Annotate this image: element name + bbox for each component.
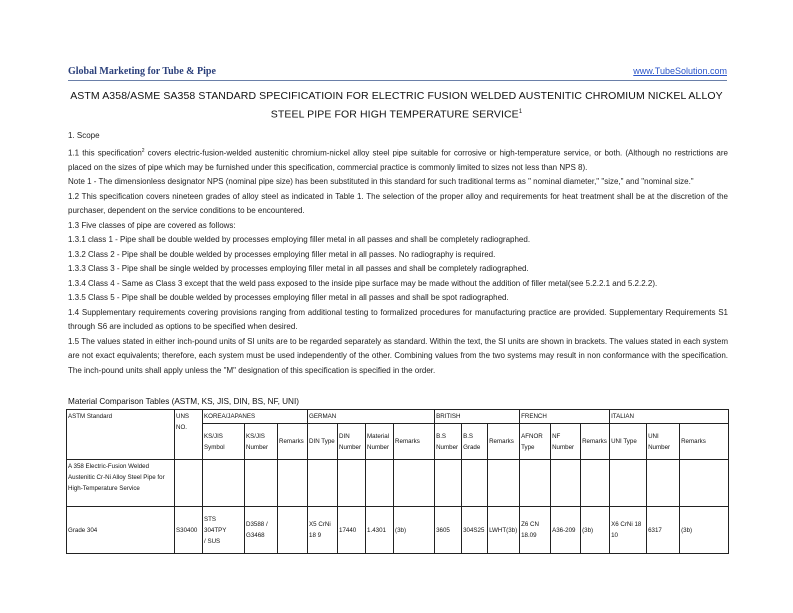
material-number-cell: 1.4301 [366,507,394,554]
uni-number-header: UNI Number [647,424,680,460]
british-remarks-cell: LWHT(3b) [488,507,520,554]
title-footnote-mark: 1 [518,109,523,115]
korea-remarks-header: Remarks [278,424,308,460]
table-row [67,507,729,554]
ks-jis-symbol-header: KS/JIS Symbol [203,424,245,460]
page-header [68,66,727,81]
afnor-type-header: AFNOR Type [520,424,551,460]
table-caption: Material Comparison Tables (ASTM, KS, JIS, DIN, BS, NF, UNI) [68,397,299,406]
afnor-type-cell: Z6 CN 18.09 [520,507,551,554]
italian-header: ITALIAN [610,410,729,424]
nf-number-cell: A36-209 [551,507,581,554]
title-line-2: STEEL PIPE FOR HIGH TEMPERATURE SERVICE$^1$ [270,108,523,121]
uni-type-cell: X6 CrNi 18 10 [610,507,647,554]
bs-number-header: B.S Number [435,424,462,460]
italian-remarks-cell: (3b) [680,507,729,554]
paragraph-1-3-1: 1.3.1 class 1 - Pipe shall be double welded by processes employing filler metal in all passes and shall be completely radiographed. [68,235,531,245]
korea-remarks-cell [278,507,308,554]
table-row [67,460,729,507]
uns-no-header: UNS NO. [175,410,203,460]
bs-grade-header: B.S Grade [462,424,488,460]
korea-japanes-header: KOREA/JAPANES [203,410,308,424]
bs-number-cell: 3605 [435,507,462,554]
title-line-1: ASTM A358/ASME SA358 STANDARD SPECIFICATIOIN FOR ELECTRIC FUSION WELDED AUSTENITIC CHROMIUM NICKEL ALLOY [70,90,723,102]
paragraph-1-3-2: 1.3.2 Class 2 - Pipe shall be double welded by processes employing filler metal in all passes. No radiography is required. [68,249,496,259]
ks-symbol-cell: STS 304TPY / SUS [203,507,245,554]
din-number-header: DIN Number [338,424,366,460]
german-remarks-cell: (3b) [394,507,435,554]
din-type-cell: X5 CrNi 18 9 [308,507,338,554]
paragraph-1-3-4: 1.3.4 Class 4 - Same as Class 3 except that the weld pass exposed to the inside pipe surface may be made without the addition of filler metal(see 5.2.2.1 and 5.2.2.2). [68,278,658,288]
paragraph-1-1: 1.1 this specification$^2$ covers electric-fusion-welded austenitic chromium-nickel alloy steel pipe suitable for corrosive or high-temperature service, or both. (Although no restrictions are placed on the sizes of pipe which may be furnished under this specification, commercial practice is commonly limited to sizes not less than NPS 8). [68,147,728,172]
french-header: FRENCH [520,410,610,424]
uni-number-cell: 6317 [647,507,680,554]
spec-description-cell: A 358 Electric-Fusion Welded Austenitic Cr-Ni Alloy Steel Pipe for High-Temperature Service [67,460,175,507]
din-type-header: DIN Type [308,424,338,460]
din-number-cell: 17440 [338,507,366,554]
bs-grade-cell: 304S25 [462,507,488,554]
french-remarks-header: Remarks [581,424,610,460]
paragraph-1-5: 1.5 The values stated in either inch-pound units of SI units are to be regarded separately as standard. Within the text, the SI units are shown in brackets. The values stated in each system are not exact equivalents; therefore, each system must be used independently of the other. Combining values from the two systems may result in non conformance with the specification. The inch-pound units shall apply unless the "M" designation of this specification is specified in the order. [68,336,728,375]
paragraph-1-3-5: 1.3.5 Class 5 - Pipe shall be double welded by processes employing filler metal in all passes and shall be spot radiographed. [68,293,509,303]
british-remarks-header: Remarks [488,424,520,460]
website-link[interactable]: www.TubeSolution.com [633,66,727,76]
grade-cell: Grade 304 [67,507,175,554]
paragraph-1-3: 1.3 Five classes of pipe are covered as follows: [68,220,236,230]
paragraph-1-3-3: 1.3.3 Class 3 - Pipe shall be single welded by processes employing filler metal in all passes and shall be completely radiographed. [68,264,529,274]
nf-number-header: NF Number [551,424,581,460]
material-comparison-table [66,409,729,554]
ks-jis-number-header: KS/JIS Number [245,424,278,460]
note-1: Note 1 - The dimensionless designator NPS (nominal pipe size) has been substituted in this standard for such traditional terms as " nominal diameter," "size," and "nominal size." [68,177,694,187]
paragraph-1-4: 1.4 Supplementary requirements covering provisions ranging from additional testing to formalized procedures for manufacturing practice are provided. Supplementary Requirements S1 through S6 are included as options to be specified when desired. [68,307,728,332]
uns-cell: S30400 [175,507,203,554]
paragraph-1-2: 1.2 This specification covers nineteen grades of alloy steel as indicated in Table 1. The selection of the proper alloy and requirements for heat treatment shall be at the discretion of the purchaser, dependent on the service conditions to be encountered. [68,191,728,216]
french-remarks-cell: (3b) [581,507,610,554]
scope-section [68,129,728,378]
italian-remarks-header: Remarks [680,424,729,460]
german-remarks-header: Remarks [394,424,435,460]
astm-standard-header: ASTM Standard [67,410,175,460]
british-header: BRITISH [435,410,520,424]
ks-number-cell: D3588 / G3468 [245,507,278,554]
scope-heading: 1. Scope [68,131,100,140]
material-number-header: Material Number [366,424,394,460]
german-header: GERMAN [308,410,435,424]
company-tagline: Global Marketing for Tube & Pipe [68,66,216,77]
document-title [68,88,725,123]
uni-type-header: UNI Type [610,424,647,460]
